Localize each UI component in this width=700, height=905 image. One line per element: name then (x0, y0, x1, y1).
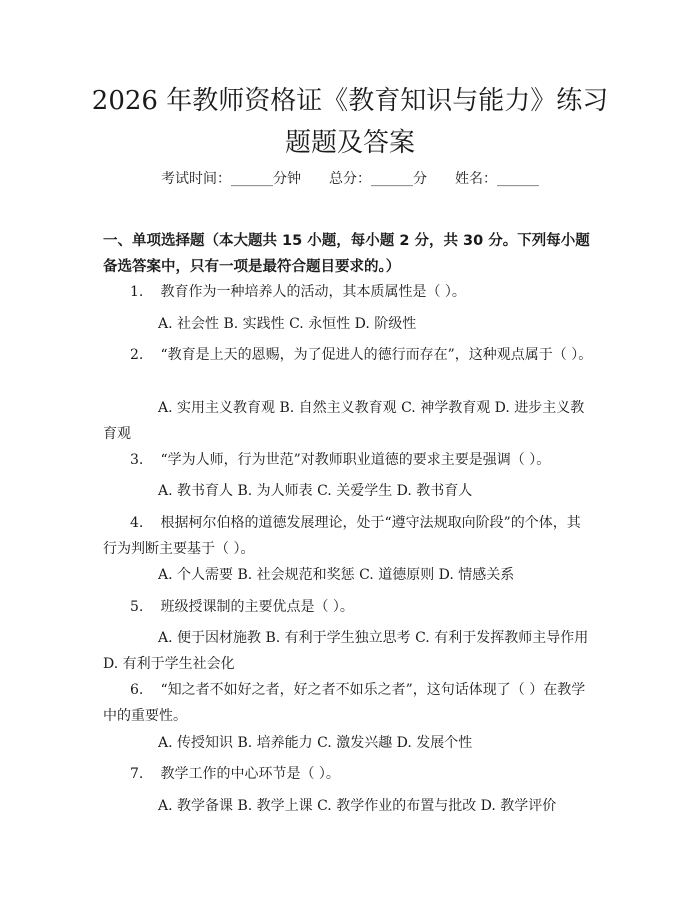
question-7-options (103, 793, 593, 819)
question-number: 3. (130, 452, 144, 468)
question-2-options (103, 395, 593, 447)
options-text: A. 传授知识 B. 培养能力 C. 激发兴趣 D. 发展个性 (158, 735, 473, 751)
time-blank: ______ (231, 171, 273, 187)
title-line-2: 题题及答案 (284, 128, 415, 158)
question-text: “教育是上天的恩赐，为了促进人的德行而存在”，这种观点属于（ ）。 (160, 347, 593, 363)
options-text: A. 实用主义教育观 B. 自然主义教育观 C. 神学教育观 D. 进步主义教育观 (103, 400, 585, 442)
question-4 (103, 510, 593, 562)
question-number: 5. (130, 599, 144, 615)
section-heading: 一、单项选择题（本大题共 15 小题，每小题 2 分，共 30 分。下列每小题备选答案中，只有一项是最符合题目要求的。） (103, 233, 590, 275)
question-text: 教学工作的中心环节是（ ）。 (160, 766, 340, 782)
exam-meta (0, 169, 700, 189)
score-label: 总分： (329, 171, 371, 187)
question-text: “学为人师，行为世范”对教师职业道德的要求主要是强调（ ）。 (160, 452, 551, 468)
time-unit: 分钟 (273, 171, 301, 187)
question-text: 班级授课制的主要优点是（ ）。 (160, 599, 354, 615)
question-2 (103, 342, 593, 368)
title-line-1: 2026 年教师资格证《教育知识与能力》练习 (91, 86, 609, 116)
question-4-options (103, 562, 593, 588)
question-5-options (103, 625, 593, 677)
question-3 (103, 447, 593, 473)
question-6 (103, 677, 593, 729)
question-number: 7. (130, 766, 144, 782)
time-label: 考试时间： (161, 171, 231, 187)
options-text: A. 便于因材施教 B. 有利于学生独立思考 C. 有利于发挥教师主导作用 D. 有利于学生社会化 (103, 630, 589, 672)
question-1-options (103, 311, 593, 337)
question-number: 6. (130, 682, 144, 698)
options-text: A. 教学备课 B. 教学上课 C. 教学作业的布置与批改 D. 教学评价 (158, 798, 557, 814)
question-3-options (103, 478, 593, 504)
options-text: A. 教书育人 B. 为人师表 C. 关爱学生 D. 教书育人 (158, 483, 473, 499)
score-blank: ______ (371, 171, 413, 187)
question-text: 教育作为一种培养人的活动，其本质属性是（ ）。 (160, 284, 466, 300)
options-text: A. 社会性 B. 实践性 C. 永恒性 D. 阶级性 (158, 316, 417, 332)
page-title (60, 80, 640, 164)
question-5 (103, 594, 593, 620)
question-text: “知之者不如好之者，好之者不如乐之者”，这句话体现了（ ）在教学中的重要性。 (103, 682, 586, 724)
question-number: 4. (130, 515, 144, 531)
question-6-options (103, 730, 593, 756)
question-number: 2. (130, 347, 144, 363)
name-label: 姓名： (455, 171, 497, 187)
question-text: 根据柯尔伯格的道德发展理论，处于“遵守法规取向阶段”的个体，其行为判断主要基于（ ）。 (103, 515, 581, 557)
score-unit: 分 (413, 171, 427, 187)
question-7 (103, 761, 593, 787)
name-blank: ______ (497, 171, 539, 187)
options-text: A. 个人需要 B. 社会规范和奖惩 C. 道德原则 D. 情感关系 (158, 567, 515, 583)
question-number: 1. (130, 284, 144, 300)
question-1 (103, 279, 593, 305)
